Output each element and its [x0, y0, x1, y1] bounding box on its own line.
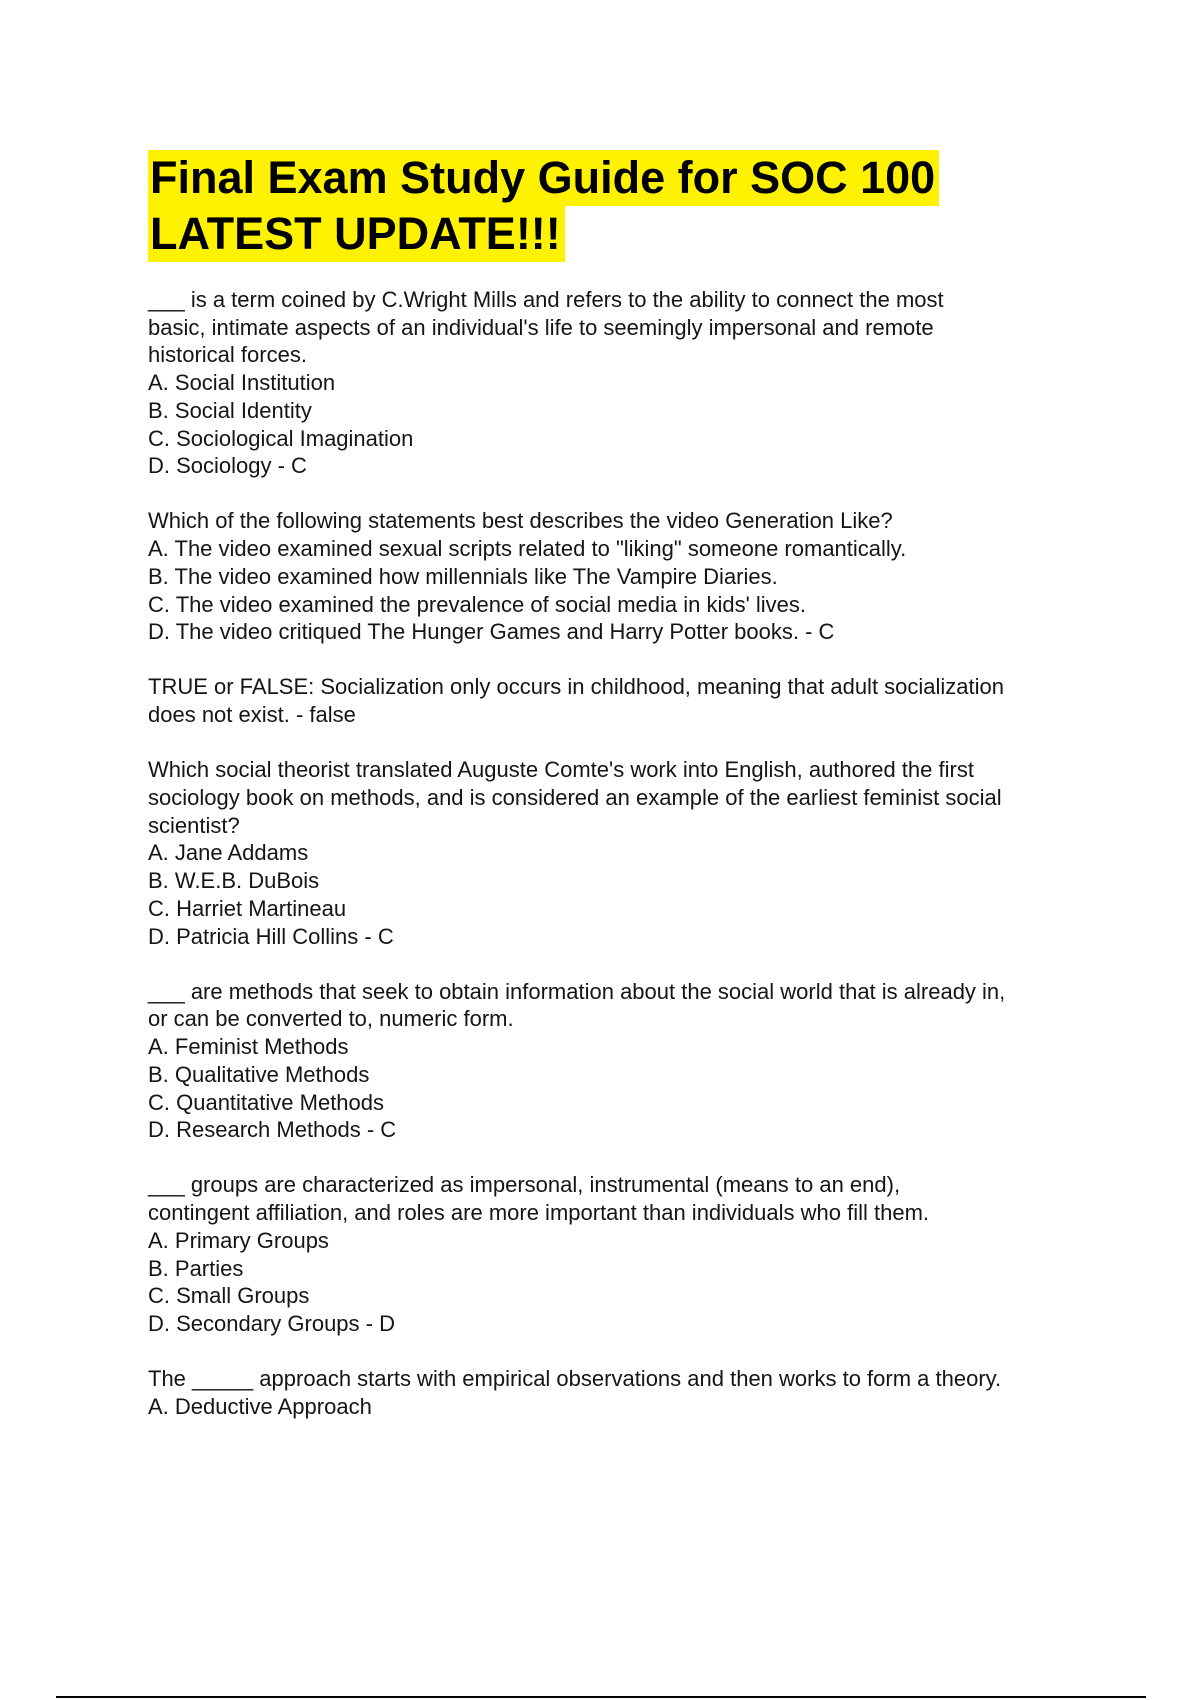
- answer-option-with-key: D. Research Methods - C: [148, 1117, 397, 1143]
- answer-option: B. Social Identity: [148, 397, 312, 423]
- question-block-1: [148, 286, 1098, 480]
- answer-option: A. Primary Groups: [148, 1227, 329, 1253]
- answer-option: C. Quantitative Methods: [148, 1089, 385, 1115]
- page-title: [148, 150, 1048, 262]
- answer-option: B. W.E.B. DuBois: [148, 868, 320, 894]
- question-list: [148, 286, 1098, 1448]
- answer-option: A. Deductive Approach: [148, 1393, 372, 1419]
- answer-option: C. Sociological Imagination: [148, 425, 414, 451]
- question-text: TRUE or FALSE: Socialization only occurs in childhood, meaning that adult socialization: [148, 674, 1005, 700]
- answer-option-with-key: D. Secondary Groups - D: [148, 1311, 395, 1336]
- question-block-6: [148, 1171, 1098, 1337]
- answer-option: B. The video examined how millennials like The Vampire Diaries.: [148, 563, 778, 589]
- answer-option: A. The video examined sexual scripts related to "liking" someone romantically.: [148, 536, 907, 562]
- question-text: ___ groups are characterized as impersonal, instrumental (means to an end),: [148, 1172, 901, 1198]
- answer-option: A. Feminist Methods: [148, 1034, 349, 1060]
- question-block-3: [148, 673, 1098, 728]
- answer-option: A. Jane Addams: [148, 840, 309, 866]
- answer-option: C. The video examined the prevalence of social media in kids' lives.: [148, 591, 807, 617]
- question-text-with-key: does not exist. - false: [148, 702, 356, 728]
- question-text: Which of the following statements best describes the video Generation Like?: [148, 508, 893, 534]
- page-bottom-divider: [56, 1696, 1146, 1698]
- question-block-7: [148, 1365, 1098, 1420]
- answer-option: A. Social Institution: [148, 370, 336, 396]
- question-text: historical forces.: [148, 342, 307, 368]
- question-text: contingent affiliation, and roles are more important than individuals who fill them.: [148, 1200, 930, 1226]
- answer-option-with-key: D. Sociology - C: [148, 453, 307, 479]
- answer-option: B. Parties: [148, 1255, 244, 1281]
- answer-option: C. Small Groups: [148, 1283, 310, 1309]
- answer-option: C. Harriet Martineau: [148, 895, 347, 921]
- title-line-2: LATEST UPDATE!!!: [148, 206, 565, 262]
- question-text: Which social theorist translated Auguste Comte's work into English, authored the first: [148, 757, 974, 783]
- answer-option-with-key: D. The video critiqued The Hunger Games and Harry Potter books. - C: [148, 619, 835, 645]
- answer-option-with-key: D. Patricia Hill Collins - C: [148, 923, 394, 949]
- question-text: sociology book on methods, and is considered an example of the earliest feminist social: [148, 785, 1002, 811]
- question-text: or can be converted to, numeric form.: [148, 1006, 514, 1032]
- question-block-5: [148, 978, 1098, 1144]
- question-text: scientist?: [148, 812, 240, 838]
- question-text: ___ are methods that seek to obtain information about the social world that is already in,: [148, 978, 1006, 1004]
- answer-option: B. Qualitative Methods: [148, 1061, 370, 1087]
- question-block-4: [148, 756, 1098, 950]
- question-text: basic, intimate aspects of an individual's life to seemingly impersonal and remote: [148, 314, 934, 340]
- question-block-2: [148, 507, 1098, 646]
- title-line-1: Final Exam Study Guide for SOC 100: [148, 150, 939, 206]
- question-text: The _____ approach starts with empirical observations and then works to form a theory.: [148, 1366, 1002, 1392]
- question-text: ___ is a term coined by C.Wright Mills and refers to the ability to connect the most: [148, 287, 944, 312]
